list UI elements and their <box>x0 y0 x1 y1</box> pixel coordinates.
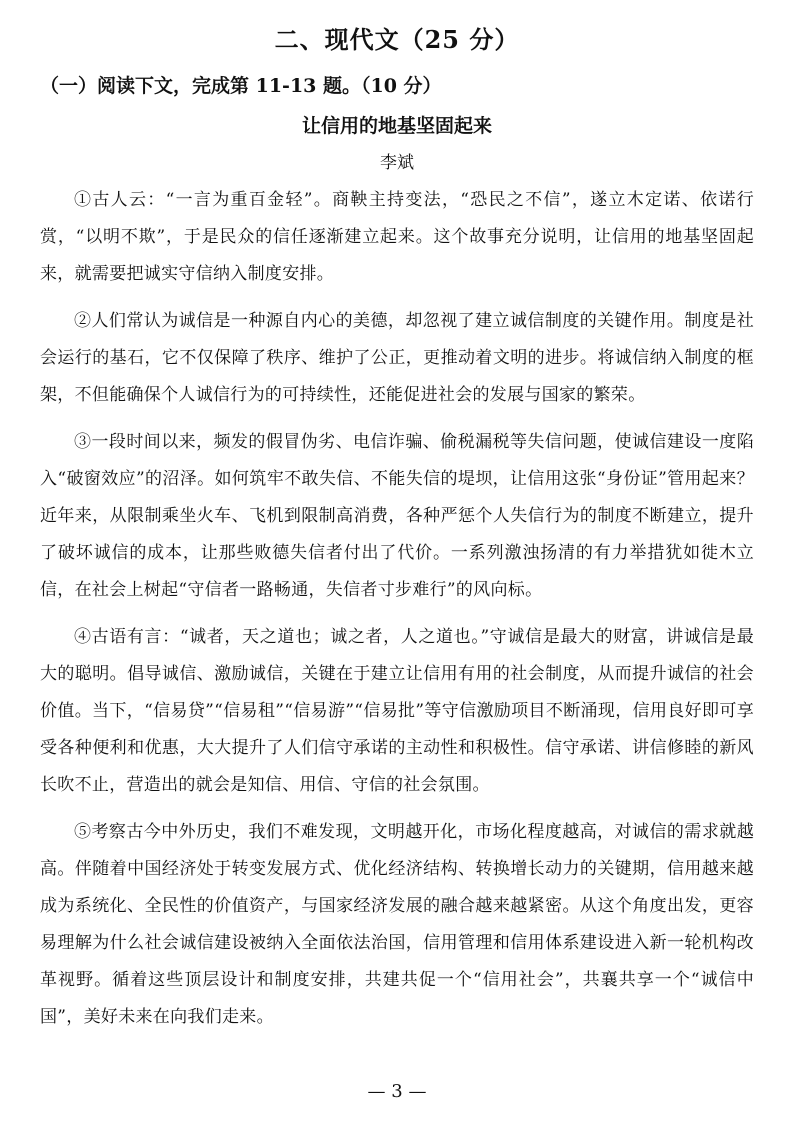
article-paragraph-2: ②人们常认为诚信是一种源自内心的美德，却忽视了建立诚信制度的关键作用。制度是社会运行的基石，它不仅保障了秩序、维护了公正，更推动着文明的进步。将诚信纳入制度的框架，不但能确保个人诚信行为的可持续性，还能促进社会的发展与国家的繁荣。 <box>40 311 754 405</box>
article-paragraph-1: ①古人云：“一言为重百金轻”。商鞅主持变法，“恐民之不信”，遂立木定诺、依诺行赏，“以明不欺”，于是民众的信任逐渐建立起来。这个故事充分说明，让信用的地基坚固起来，就需要把诚实守信纳入制度安排。 <box>40 190 754 284</box>
subsection-title: （一）阅读下文，完成第 11-13 题。（10 分） <box>40 75 442 97</box>
exam-page <box>40 20 754 1046</box>
page-number: — 3 — <box>367 1081 427 1102</box>
article-paragraph-4: ④古语有言：“诚者，天之道也；诚之者，人之道也。”守诚信是最大的财富，讲诚信是最大的聪明。倡导诚信、激励诚信，关键在于建立让信用有用的社会制度，从而提升诚信的社会价值。当下，“信易贷”“信易租”“信易游”“信易批”等守信激励项目不断涌现，信用良好即可享受各种便利和优惠，大大提升了人们信守承诺的主动性和积极性。信守承诺、讲信修睦的新风长吹不止，营造出的就会是知信、用信、守信的社会氛围。 <box>40 627 754 795</box>
section-title: 二、现代文（25 分） <box>274 25 520 54</box>
article-paragraph-3: ③一段时间以来，频发的假冒伪劣、电信诈骗、偷税漏税等失信问题，使诚信建设一度陷入“破窗效应”的沼泽。如何筑牢不敢失信、不能失信的堤坝，让信用这张“身份证”管用起来？近年来，从限制乘坐火车、飞机到限制高消费，各种严惩个人失信行为的制度不断建立，提升了破坏诚信的成本，让那些败德失信者付出了代价。一系列激浊扬清的有力举措犹如徙木立信，在社会上树起“守信者一路畅通，失信者寸步难行”的风向标。 <box>40 432 754 600</box>
article-paragraph-5: ⑤考察古今中外历史，我们不难发现，文明越开化，市场化程度越高，对诚信的需求就越高。伴随着中国经济处于转变发展方式、优化经济结构、转换增长动力的关键期，信用越来越成为系统化、全民性的价值资产，与国家经济发展的融合越来越紧密。从这个角度出发，更容易理解为什么社会诚信建设被纳入全面依法治国，信用管理和信用体系建设进入新一轮机构改革视野。循着这些顶层设计和制度安排，共建共促一个“信用社会”，共襄共享一个“诚信中国”，美好未来在向我们走来。 <box>40 822 754 1027</box>
article-author: 李斌 <box>380 153 414 173</box>
article-title: 让信用的地基坚固起来 <box>301 115 492 137</box>
